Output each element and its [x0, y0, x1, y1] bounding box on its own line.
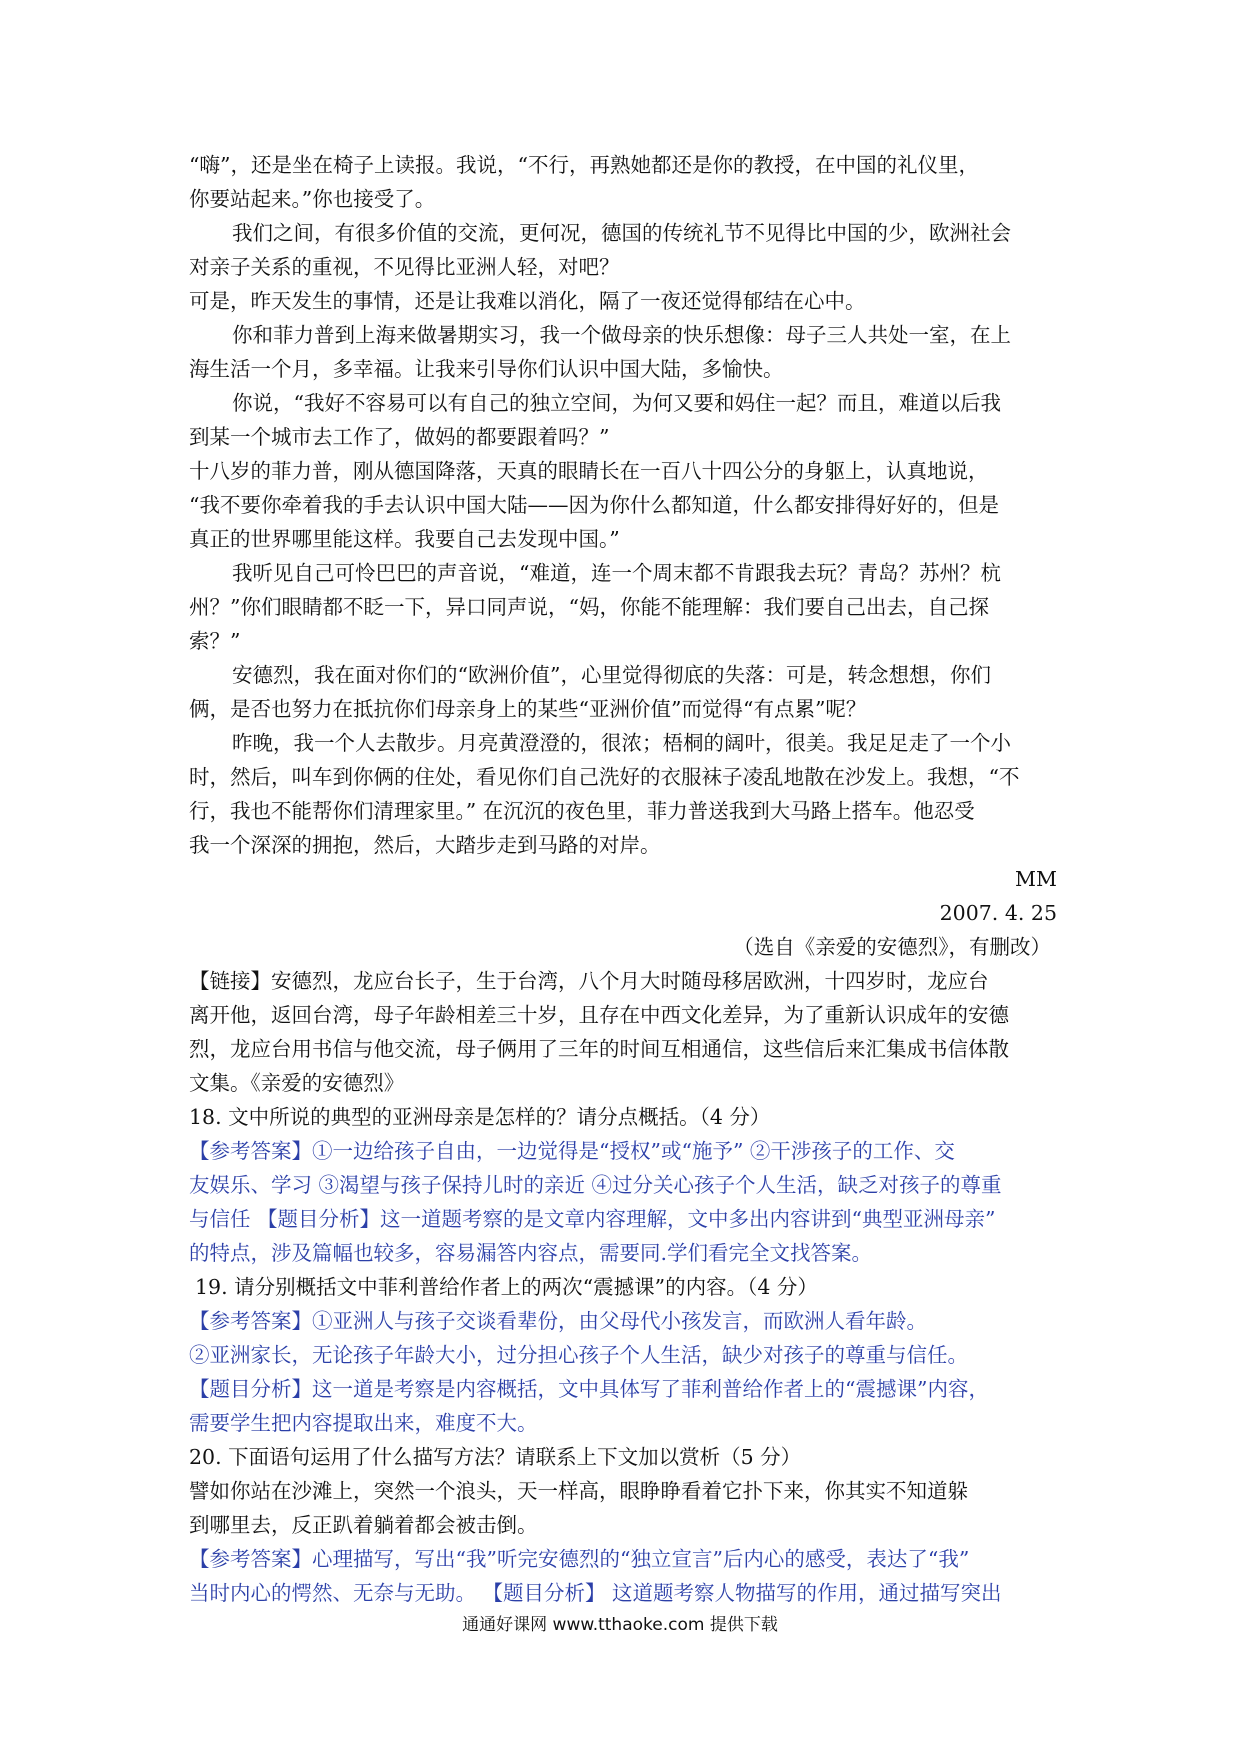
answer-20-line: 【参考答案】心理描写，写出“我”听完安德烈的“独立宣言”后内心的感受，表达了“我”: [189, 1547, 970, 1571]
letter-line: 可是，昨天发生的事情，还是让我难以消化，隔了一夜还觉得郁结在心中。: [189, 289, 866, 313]
question-19: 19. 请分别概括文中菲利普给作者上的两次“震撼课”的内容。（4 分）: [195, 1275, 818, 1299]
letter-date: 2007. 4. 25: [939, 901, 1057, 925]
letter-line: 我一个深深的拥抱，然后，大踏步走到马路的对岸。: [189, 833, 661, 857]
letter-line: 你说，“我好不容易可以有自己的独立空间，为何又要和妈住一起？而且，难道以后我: [232, 391, 1001, 415]
question-20: 20. 下面语句运用了什么描写方法？请联系上下文加以赏析（5 分）: [189, 1445, 802, 1469]
letter-line: 昨晚，我一个人去散步。月亮黄澄澄的，很浓；梧桐的阔叶，很美。我足足走了一个小: [232, 731, 1011, 755]
quote-20-line: 譬如你站在沙滩上，突然一个浪头，天一样高，眼睁睁看着它扑下来，你其实不知道躲: [189, 1479, 968, 1503]
letter-line: 州？”你们眼睛都不眨一下，异口同声说，“妈，你能不能理解：我们要自己出去，自己探: [189, 595, 989, 619]
quote-20-line: 到哪里去，反正趴着躺着都会被击倒。: [189, 1513, 538, 1537]
question-18: 18. 文中所说的典型的亚洲母亲是怎样的？请分点概括。（4 分）: [189, 1105, 771, 1129]
letter-line: 十八岁的菲力普，刚从德国降落，天真的眼睛长在一百八十四公分的身躯上，认真地说，: [189, 459, 989, 483]
answer-18-line: 与信任 【题目分析】这一道题考察的是文章内容理解，文中多出内容讲到“典型亚洲母亲”: [189, 1207, 996, 1231]
answer-18-line: 友娱乐、学习 ③渴望与孩子保持儿时的亲近 ④过分关心孩子个人生活，缺乏对孩子的尊重: [189, 1173, 1002, 1197]
answer-19-line: ②亚洲家长，无论孩子年龄大小，过分担心孩子个人生活，缺少对孩子的尊重与信任。: [189, 1343, 968, 1367]
letter-line: 时，然后，叫车到你俩的住处，看见你们自己洗好的衣服袜子凌乱地散在沙发上。我想，“不: [189, 765, 1020, 789]
letter-signature: MM: [1015, 867, 1057, 891]
answer-19-line: 需要学生把内容提取出来，难度不大。: [189, 1411, 538, 1435]
letter-line: 到某一个城市去工作了，做妈的都要跟着吗？”: [189, 425, 610, 449]
letter-line: 真正的世界哪里能这样。我要自己去发现中国。”: [189, 527, 620, 551]
link-line: 【链接】安德烈，龙应台长子，生于台湾，八个月大时随母移居欧洲，十四岁时，龙应台: [189, 969, 989, 993]
answer-19-line: 【题目分析】这一道是考察是内容概括，文中具体写了菲利普给作者上的“震撼课”内容，: [189, 1377, 989, 1401]
link-line: 文集。《亲爱的安德烈》: [189, 1071, 405, 1095]
answer-19-line: 【参考答案】①亚洲人与孩子交谈看辈份，由父母代小孩发言，而欧洲人看年龄。: [189, 1309, 927, 1333]
letter-line: 你要站起来。”你也接受了。: [189, 187, 436, 211]
letter-line: 对亲子关系的重视，不见得比亚洲人轻，对吧？: [189, 255, 620, 279]
page-footer: 通通好课网 www.tthaoke.com 提供下载: [462, 1615, 778, 1635]
letter-line: 我听见自己可怜巴巴的声音说，“难道，连一个周末都不肯跟我去玩？青岛？苏州？杭: [232, 561, 1001, 585]
letter-line: 俩，是否也努力在抵抗你们母亲身上的某些“亚洲价值”而觉得“有点累”呢？: [189, 697, 867, 721]
letter-line: 索？”: [189, 629, 241, 653]
letter-line: 海生活一个月，多幸福。让我来引导你们认识中国大陆，多愉快。: [189, 357, 784, 381]
page-content: [189, 148, 1057, 1610]
answer-18-line: 【参考答案】①一边给孩子自由，一边觉得是“授权”或“施予” ②干涉孩子的工作、交: [189, 1139, 955, 1163]
letter-line: 安德烈，我在面对你们的“欧洲价值”，心里觉得彻底的失落：可是，转念想想，你们: [232, 663, 991, 687]
letter-line: 我们之间，有很多价值的交流，更何况，德国的传统礼节不见得比中国的少，欧洲社会: [232, 221, 1011, 245]
letter-line: 行，我也不能帮你们清理家里。” 在沉沉的夜色里，菲力普送我到大马路上搭车。他忍受: [189, 799, 975, 823]
answer-18-line: 的特点，涉及篇幅也较多，容易漏答内容点，需要同.学们看完全文找答案。: [189, 1241, 873, 1265]
link-line: 离开他，返回台湾，母子年龄相差三十岁，且存在中西文化差异，为了重新认识成年的安德: [189, 1003, 1009, 1027]
letter-line: “嗨”，还是坐在椅子上读报。我说，“不行，再熟她都还是你的教授，在中国的礼仪里，: [189, 153, 979, 177]
link-line: 烈，龙应台用书信与他交流，母子俩用了三年的时间互相通信，这些信后来汇集成书信体散: [189, 1037, 1009, 1061]
letter-line: “我不要你牵着我的手去认识中国大陆——因为你什么都知道，什么都安排得好好的，但是: [189, 493, 999, 517]
letter-line: 你和菲力普到上海来做暑期实习，我一个做母亲的快乐想像：母子三人共处一室，在上: [232, 323, 1011, 347]
letter-source: （选自《亲爱的安德烈》，有删改）: [733, 935, 1051, 959]
answer-20-line: 当时内心的愕然、无奈与无助。 【题目分析】 这道题考察人物描写的作用，通过描写突出: [189, 1581, 1002, 1605]
